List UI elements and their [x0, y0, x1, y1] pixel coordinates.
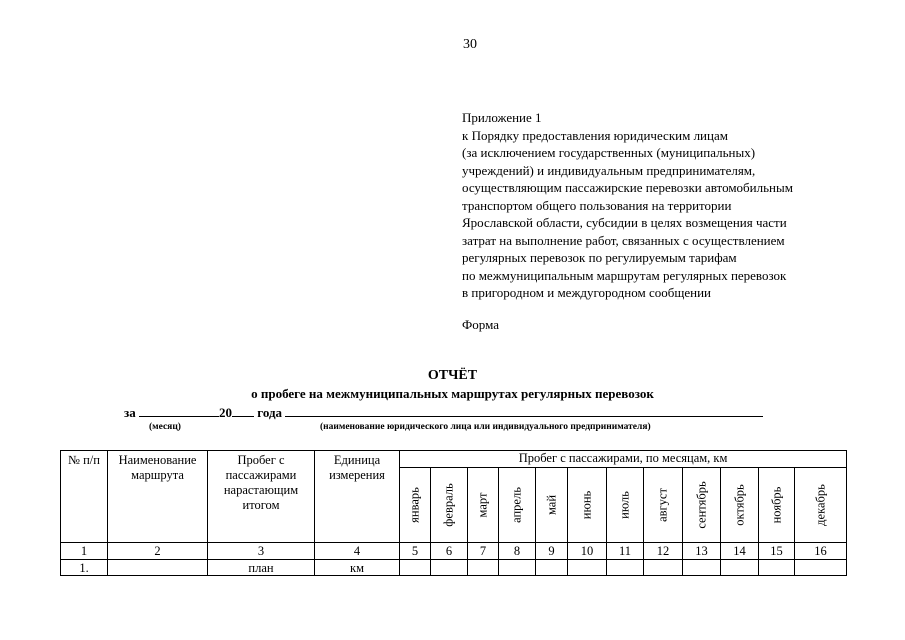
header-route: Наименование маршрута [108, 451, 208, 543]
column-number: 7 [468, 543, 499, 560]
month-header: январь [400, 468, 431, 543]
column-number: 10 [568, 543, 607, 560]
appendix-line: Ярославской области, субсидии в целях возмещения части [462, 215, 787, 230]
column-number: 11 [607, 543, 644, 560]
month-cell[interactable] [721, 560, 759, 576]
column-number: 16 [795, 543, 847, 560]
appendix-line: в пригородном и междугородном сообщении [462, 285, 712, 300]
month-cell[interactable] [568, 560, 607, 576]
hint-month: (месяц) [149, 422, 181, 432]
appendix-line: по межмуниципальным маршрутам регулярных перевозок [462, 267, 787, 283]
column-number: 15 [759, 543, 795, 560]
month-field[interactable] [139, 404, 219, 417]
column-number: 3 [208, 543, 315, 560]
appendix-line: затрат на выполнение работ, связанных с осуществлением [462, 232, 785, 248]
row-route[interactable] [108, 560, 208, 576]
month-header: февраль [431, 468, 468, 543]
month-cell[interactable] [683, 560, 721, 576]
column-number-row [61, 543, 847, 560]
appendix-line: регулярных перевозок по регулируемым тарифам [462, 250, 737, 265]
appendix-line: учреждений) и индивидуальным предпринимателям, [462, 162, 756, 178]
appendix-line: Приложение 1 [462, 110, 542, 125]
month-cell[interactable] [400, 560, 431, 576]
month-header: июль [607, 468, 644, 543]
entity-name-field[interactable] [285, 404, 763, 417]
header-no: № п/п [61, 451, 108, 543]
year-field[interactable] [232, 404, 254, 417]
month-header: май [536, 468, 568, 543]
row-no: 1. [61, 560, 108, 576]
month-cell[interactable] [499, 560, 536, 576]
header-unit: Единица измерения [315, 451, 400, 543]
report-subtitle: о пробеге на межмуниципальных маршрутах регулярных перевозок [251, 386, 654, 401]
column-number: 8 [499, 543, 536, 560]
month-header: апрель [499, 468, 536, 543]
appendix-line: осуществляющим пассажирские перевозки автомобильным [462, 180, 793, 195]
month-cell[interactable] [607, 560, 644, 576]
column-number: 2 [108, 543, 208, 560]
column-number: 6 [431, 543, 468, 560]
month-header: ноябрь [759, 468, 795, 543]
month-cell[interactable] [536, 560, 568, 576]
header-monthly: Пробег с пассажирами, по месяцам, км [400, 451, 847, 468]
month-cell[interactable] [468, 560, 499, 576]
month-cell[interactable] [795, 560, 847, 576]
month-header: сентябрь [683, 468, 721, 543]
month-cell[interactable] [431, 560, 468, 576]
month-header: март [468, 468, 499, 543]
column-number: 4 [315, 543, 400, 560]
column-number: 5 [400, 543, 431, 560]
month-header: октябрь [721, 468, 759, 543]
period-line [124, 404, 763, 421]
appendix-line: к Порядку предоставления юридическим лицам [462, 127, 728, 143]
row-cumulative: план [208, 560, 315, 576]
column-number: 9 [536, 543, 568, 560]
month-header: июнь [568, 468, 607, 543]
report-title: ОТЧЁТ [427, 368, 478, 383]
month-header: август [644, 468, 683, 543]
column-number: 14 [721, 543, 759, 560]
month-cell[interactable] [759, 560, 795, 576]
appendix-block [462, 109, 793, 302]
appendix-line: (за исключением государственных (муниципальных) [462, 145, 756, 160]
table-row [61, 560, 847, 576]
month-header: декабрь [795, 468, 847, 543]
column-number: 1 [61, 543, 108, 560]
page-number: 30 [463, 37, 477, 52]
header-cumulative: Пробег с пассажирами нарастающим итогом [208, 451, 315, 543]
form-label: Форма [462, 317, 499, 332]
report-table [60, 450, 847, 576]
column-number: 13 [683, 543, 721, 560]
table-header-row [61, 451, 847, 468]
hint-entity: (наименование юридического лица или индивидуального предпринимателя) [320, 422, 651, 432]
row-unit: км [315, 560, 400, 576]
appendix-line: транспортом общего пользования на территории [462, 197, 732, 213]
month-cell[interactable] [644, 560, 683, 576]
column-number: 12 [644, 543, 683, 560]
period-suffix: года [257, 405, 283, 420]
period-year: 20 [218, 405, 232, 420]
period-prefix: за [124, 405, 136, 420]
